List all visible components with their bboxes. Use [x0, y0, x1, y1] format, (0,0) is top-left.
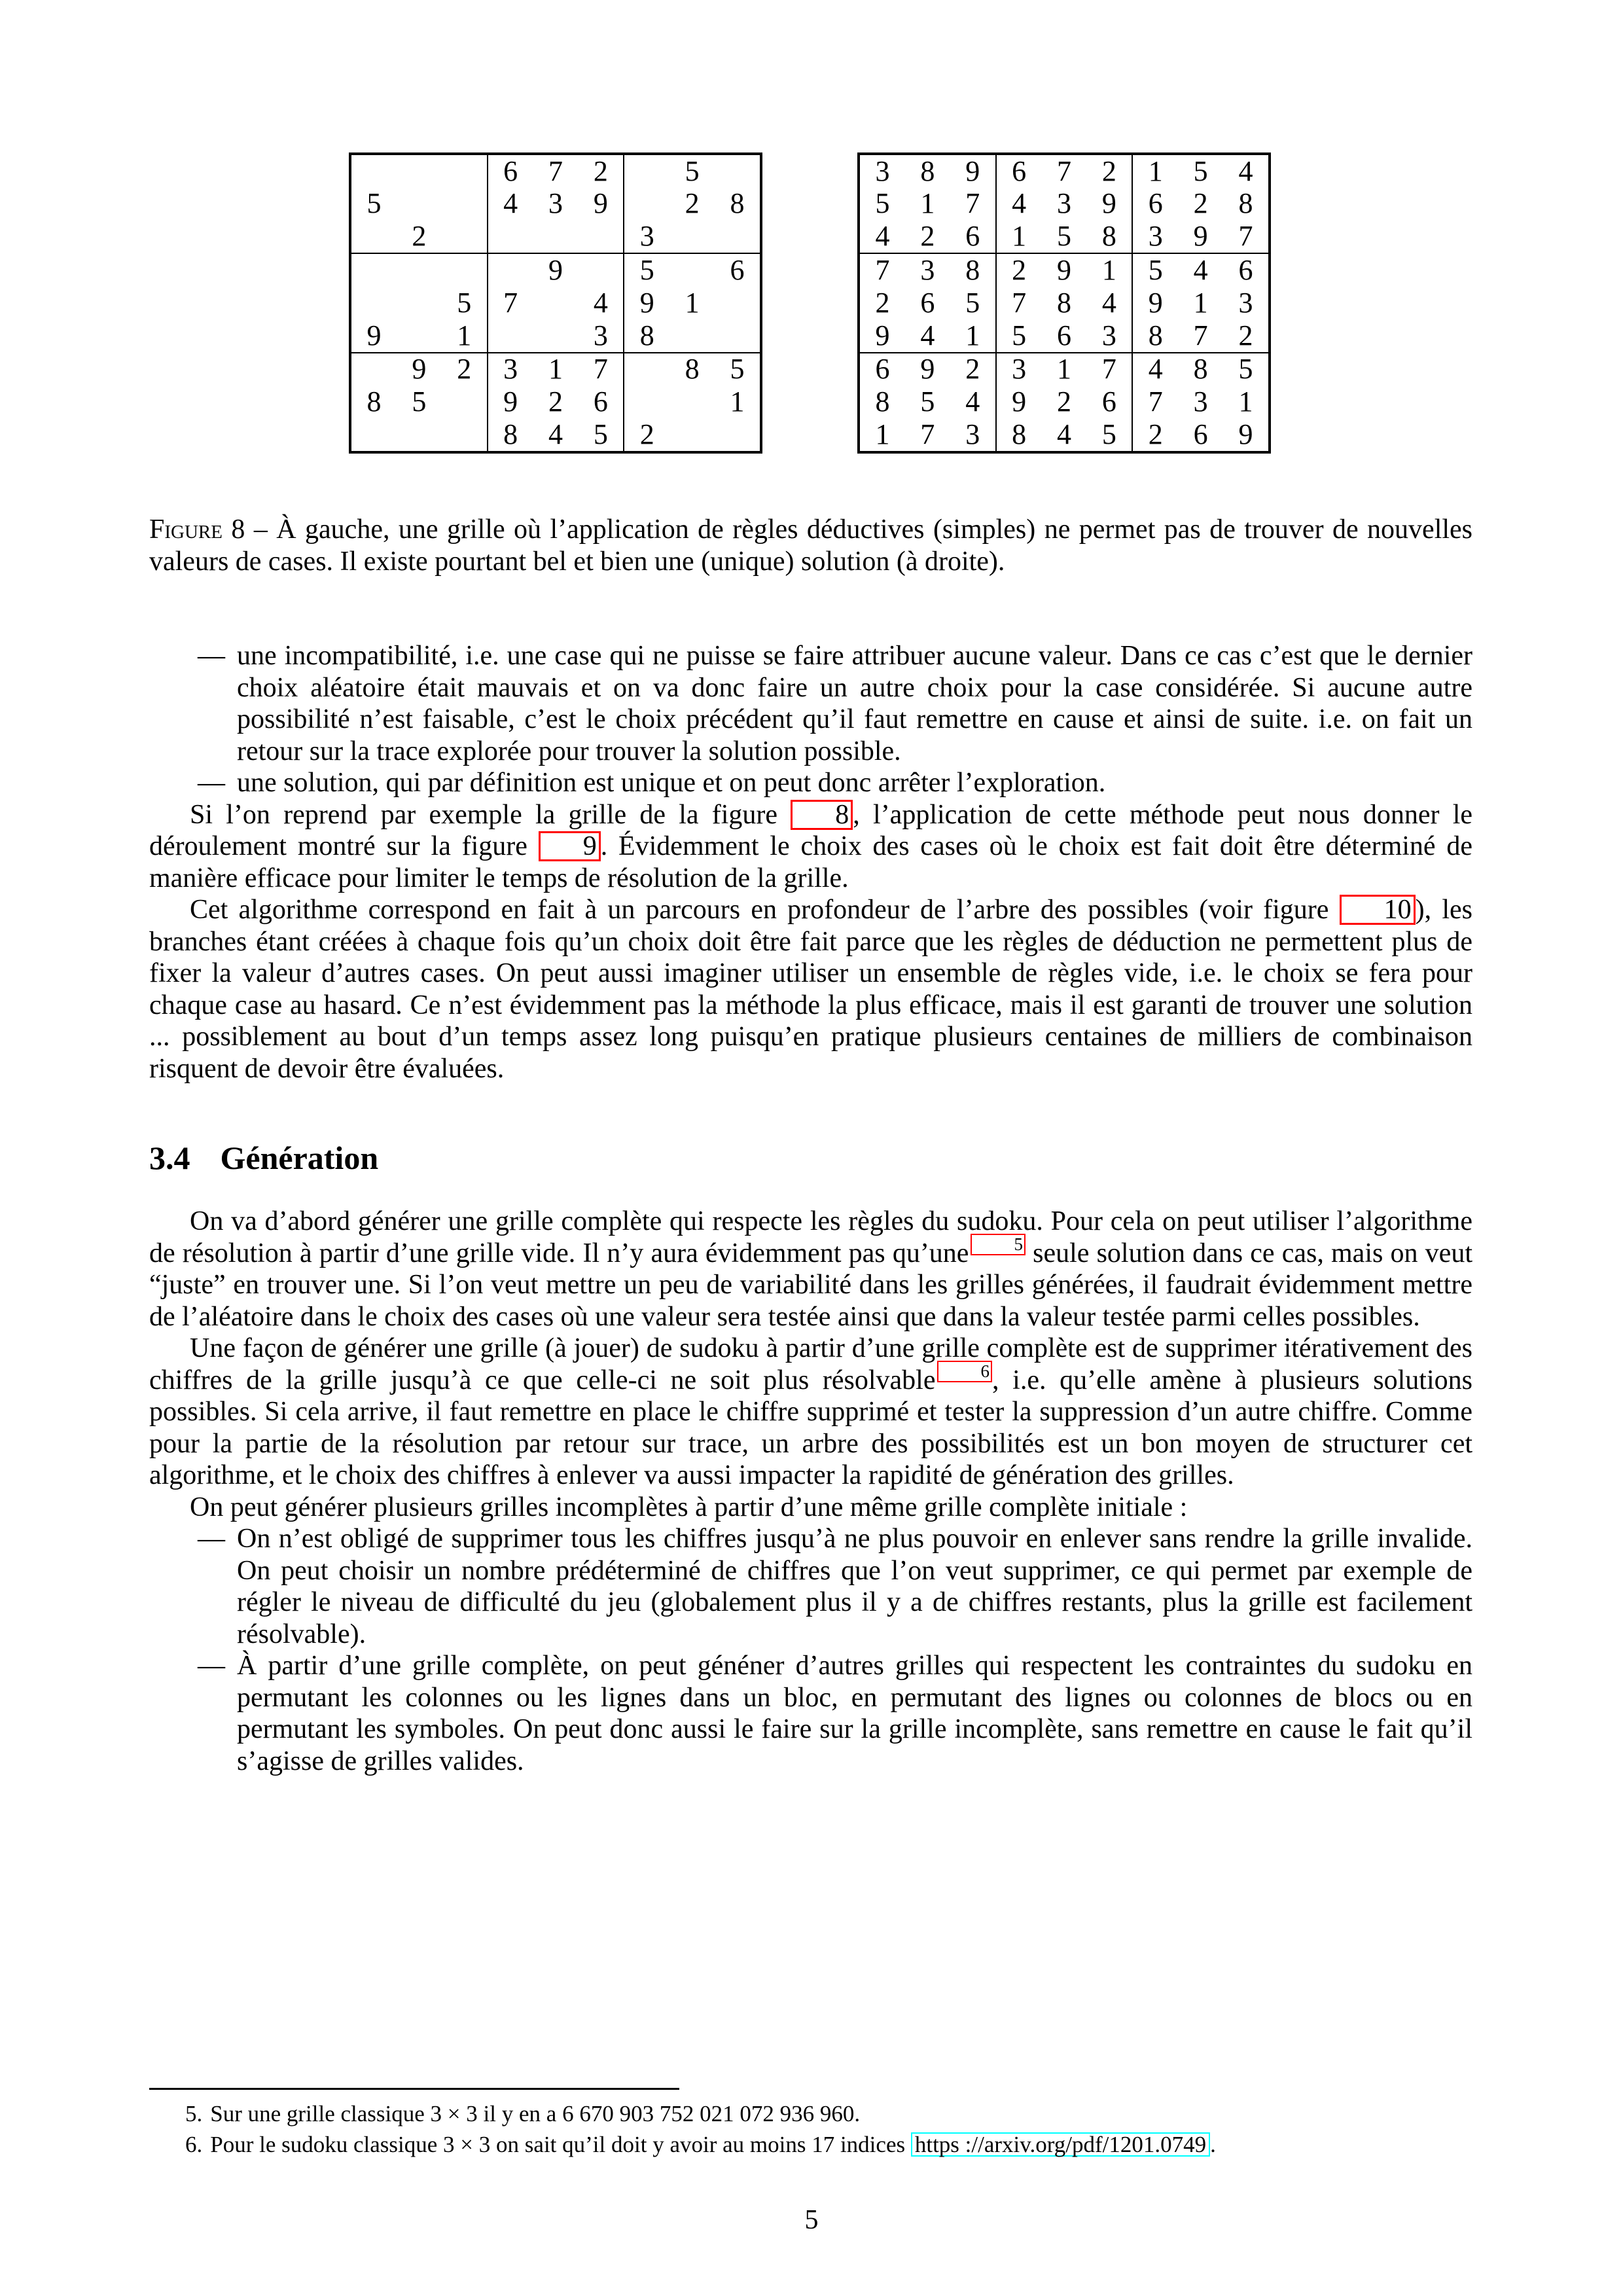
- puzzle-cell: 9: [412, 353, 427, 386]
- puzzle-cell: [624, 188, 669, 221]
- puzzle-cell: 5: [593, 418, 608, 450]
- puzzle-cell: 2: [548, 386, 563, 418]
- item-dash: —: [198, 1524, 225, 1554]
- solution-cell: 6: [1101, 386, 1116, 418]
- puzzle-cell: [351, 287, 397, 319]
- puzzle-cell: [397, 287, 442, 319]
- text-run: Cet algorithme correspond en fait à un parcours en profondeur de l’arbre des possibles (voir figure: [190, 895, 1340, 925]
- sudoku-block: [351, 353, 488, 452]
- list-item: [149, 767, 1472, 799]
- puzzle-cell: [669, 319, 715, 352]
- solution-cell: 7: [1101, 353, 1116, 386]
- solution-cell: 2: [1238, 319, 1253, 351]
- sudoku-block: [859, 154, 996, 253]
- caption-number: 8: [231, 514, 245, 545]
- puzzle-cell: [669, 386, 715, 418]
- figure-caption: [149, 514, 1472, 577]
- puzzle-cell: [442, 418, 487, 451]
- puzzle-cell: [578, 254, 623, 287]
- puzzle-cell: [715, 155, 760, 188]
- sudoku-block: [488, 154, 624, 253]
- solution-cell: 2: [965, 353, 980, 386]
- item-text: [237, 1524, 1472, 1649]
- solution-cell: 6: [1193, 418, 1208, 450]
- puzzle-cell: 2: [593, 154, 608, 187]
- list-item: [149, 1650, 1472, 1777]
- solution-cell: 1: [1148, 154, 1163, 187]
- puzzle-cell: [397, 418, 442, 451]
- solution-cell: 4: [920, 319, 935, 351]
- section-heading: [149, 1139, 1472, 1177]
- puzzle-cell: [351, 353, 397, 386]
- puzzle-cell: 4: [503, 187, 518, 220]
- puzzle-cell: 7: [548, 154, 563, 187]
- sudoku-block: [1132, 253, 1269, 352]
- puzzle-cell: 8: [730, 187, 745, 220]
- solution-cell: 4: [1193, 253, 1208, 286]
- puzzle-cell: [533, 221, 579, 253]
- solution-cell: 8: [1148, 319, 1163, 351]
- puzzle-cell: [715, 418, 760, 451]
- puzzle-cell: [624, 353, 669, 386]
- puzzle-cell: 3: [503, 353, 518, 386]
- text-run: une incompatibilité, i.e. une case qui ne puisse se faire attribuer aucune valeur. Dans ce cas c’est que le dernier choix aléatoire était mauvais et on va donc faire un autre choix pour la case considérée. Si aucune autre possibilité n’est faisable, c’est le choix précédent qu’il faut remettre en cause et ainsi de suite. i.e. on fait un retour sur la trace explorée pour trouver la solution possible.: [237, 641, 1472, 766]
- solution-cell: 4: [1101, 286, 1116, 319]
- list-item: [149, 1523, 1472, 1650]
- footnote-number: 6.: [185, 2132, 203, 2157]
- puzzle-cell: 5: [457, 286, 472, 319]
- puzzle-cell: 9: [639, 286, 654, 319]
- puzzle-cell: [624, 386, 669, 418]
- body-text: [149, 640, 1472, 1777]
- puzzle-cell: [669, 221, 715, 253]
- sudoku-block: [996, 353, 1133, 452]
- solution-cell: 1: [920, 187, 935, 220]
- solution-cell: 9: [1101, 187, 1116, 220]
- puzzle-cell: [669, 418, 715, 451]
- item-text: [237, 1651, 1472, 1776]
- figure-ref-link[interactable]: 8: [791, 800, 853, 830]
- paragraph: [149, 894, 1472, 1085]
- solution-cell: 5: [1238, 353, 1253, 386]
- solution-cell: 4: [1238, 154, 1253, 187]
- puzzle-cell: [397, 254, 442, 287]
- sudoku-block: [859, 353, 996, 452]
- puzzle-cell: 7: [503, 286, 518, 319]
- sudoku-block: [351, 154, 488, 253]
- solution-cell: 2: [1012, 253, 1027, 286]
- puzzle-cell: [488, 254, 533, 287]
- footnote-marker-link[interactable]: 6: [937, 1361, 992, 1382]
- puzzle-cell: 9: [366, 319, 382, 351]
- puzzle-cell: [624, 155, 669, 188]
- solution-cell: 5: [965, 286, 980, 319]
- solution-cell: 2: [1193, 187, 1208, 220]
- solution-cell: 8: [1238, 187, 1253, 220]
- solution-cell: 5: [875, 187, 890, 220]
- puzzle-cell: [533, 287, 579, 319]
- puzzle-cell: 1: [685, 286, 700, 319]
- puzzle-cell: [351, 221, 397, 253]
- text-run: À partir d’une grille complète, on peut généner d’autres grilles qui respectent les contraintes du sudoku en permutant les colonnes ou les lignes dans un bloc, en permutant des lignes ou colonnes de blocs ou en permutant les symboles. On peut donc aussi le faire sur la grille incomplète, sans remettre en cause le fait qu’il s’agisse de grilles valides.: [237, 1651, 1472, 1776]
- solution-cell: 8: [965, 253, 980, 286]
- footnotes-area: [149, 2088, 1472, 2162]
- sudoku-block: [1132, 353, 1269, 452]
- puzzle-cell: [669, 254, 715, 287]
- solution-cell: 7: [1148, 386, 1163, 418]
- solution-cell: 1: [1193, 286, 1208, 319]
- solution-cell: 3: [1193, 386, 1208, 418]
- paragraph: [149, 1206, 1472, 1333]
- sudoku-block: [859, 253, 996, 352]
- solution-cell: 9: [920, 353, 935, 386]
- solution-cell: 8: [1056, 286, 1071, 319]
- footnote-list: [149, 2100, 1472, 2158]
- puzzle-cell: 2: [457, 353, 472, 386]
- puzzle-cell: [397, 188, 442, 221]
- solution-cell: 5: [1101, 418, 1116, 450]
- solution-cell: 2: [1148, 418, 1163, 450]
- puzzle-cell: [397, 155, 442, 188]
- item-dash: —: [198, 641, 225, 671]
- solution-cell: 4: [965, 386, 980, 418]
- text-run: On n’est obligé de supprimer tous les chiffres jusqu’à ne plus pouvoir en enlever sans rendre la grille invalide. On peut choisir un nombre prédéterminé de chiffres que l’on veut supprimer, ce qui permet par exemple de régler le niveau de difficulté du jeu (globalement plus il y a de chiffres restants, plus la grille est facilement résolvable).: [237, 1524, 1472, 1649]
- list-item: [149, 640, 1472, 767]
- puzzle-cell: [351, 254, 397, 287]
- figure-ref-link[interactable]: 9: [539, 831, 601, 861]
- puzzle-cell: [351, 418, 397, 451]
- puzzle-cell: [442, 221, 487, 253]
- puzzle-cell: [351, 155, 397, 188]
- text-run: On va d’abord générer une grille complète qui respecte les règles du sudoku. Pour cela on peut utiliser l’algorithme de résolution à partir d’une grille vide. Il n’y aura évidemment pas qu’une: [149, 1206, 1472, 1268]
- solution-cell: 4: [1012, 187, 1027, 220]
- footnote-rule: [149, 2088, 679, 2090]
- text-run: une solution, qui par définition est unique et on peut donc arrêter l’exploration.: [237, 768, 1106, 798]
- puzzle-cell: 5: [685, 154, 700, 187]
- puzzle-cell: 8: [366, 386, 382, 418]
- item-dash: —: [198, 1651, 225, 1681]
- solution-cell: 9: [1012, 386, 1027, 418]
- item-text: [237, 768, 1105, 798]
- solution-cell: 1: [965, 319, 980, 351]
- sudoku-block: [996, 154, 1133, 253]
- solution-cell: 1: [1101, 253, 1116, 286]
- solution-cell: 9: [875, 319, 890, 351]
- puzzle-cell: [442, 254, 487, 287]
- solution-cell: 8: [1193, 353, 1208, 386]
- text-block: [149, 152, 1472, 1777]
- solution-cell: 2: [875, 286, 890, 319]
- solution-cell: 8: [1101, 220, 1116, 253]
- sudoku-block: [624, 353, 760, 452]
- puzzle-cell: 8: [503, 418, 518, 450]
- solution-cell: 5: [1193, 154, 1208, 187]
- puzzle-cell: 6: [503, 154, 518, 187]
- text-run: Sur une grille classique 3 × 3 il y en a 6 670 903 752 021 072 936 960.: [210, 2101, 861, 2126]
- page-number: 5: [804, 2205, 819, 2235]
- footnote-marker-link[interactable]: 5: [971, 1234, 1026, 1255]
- puzzle-cell: 5: [366, 187, 382, 220]
- sudoku-block: [996, 253, 1133, 352]
- solution-cell: 3: [1012, 353, 1027, 386]
- puzzle-cell: 8: [639, 319, 654, 351]
- footnote: [149, 2100, 1472, 2127]
- sudoku-block: [488, 353, 624, 452]
- section-title: Génération: [220, 1139, 379, 1176]
- puzzle-cell: 1: [548, 353, 563, 386]
- paragraph: [149, 1492, 1472, 1524]
- puzzle-cell: [715, 287, 760, 319]
- paragraph: [149, 799, 1472, 895]
- itemize-list: [149, 640, 1472, 799]
- puzzle-cell: 5: [639, 253, 654, 286]
- puzzle-cell: 1: [730, 386, 745, 418]
- text-run: .: [1210, 2132, 1216, 2157]
- solution-cell: 5: [920, 386, 935, 418]
- footnote: [149, 2131, 1472, 2158]
- text-run: ), les branches étant créées à chaque fois qu’un choix doit être fait parce que les règles de déduction ne permettent plus de fixer la valeur d’autres cases. On peut aussi imaginer utiliser un ensemble de règles vide, i.e. le choix se fera pour chaque case au hasard. Ce n’est évidemment pas la méthode la plus efficace, mais il est garanti de trouver une solution ... possiblement au bout d’un temps assez long puisqu’en pratique plusieurs centaines de milliers de combinaison risquent de devoir être évaluées.: [149, 895, 1472, 1084]
- puzzle-cell: 5: [730, 353, 745, 386]
- item-dash: —: [198, 768, 225, 798]
- puzzle-cell: 9: [548, 253, 563, 286]
- solution-cell: 3: [1238, 286, 1253, 319]
- text-run: Une façon de générer une grille (à jouer) de sudoku à partir d’une grille complète est de supprimer itérativement des chiffres de la grille jusqu’à ce que celle-ci ne soit plus résolvable: [149, 1333, 1472, 1395]
- text-run: Si l’on reprend par exemple la grille de la figure: [190, 799, 791, 830]
- puzzle-cell: 2: [685, 187, 700, 220]
- solution-cell: 9: [1238, 418, 1253, 450]
- solution-cell: 9: [1148, 286, 1163, 319]
- puzzle-cell: 4: [548, 418, 563, 450]
- sudoku-grid-solution: [857, 152, 1271, 454]
- puzzle-cell: 8: [685, 353, 700, 386]
- puzzle-cell: [397, 319, 442, 352]
- solution-cell: 9: [1056, 253, 1071, 286]
- figure-ref-link[interactable]: 10: [1340, 895, 1416, 925]
- sudoku-block: [351, 253, 488, 352]
- solution-cell: 7: [1238, 220, 1253, 253]
- solution-cell: 4: [1056, 418, 1071, 450]
- item-text: [237, 641, 1472, 766]
- text-run: . Évidemment le choix des cases où le choix est fait doit être déterminé de manière efficace pour limiter le temps de résolution de la grille.: [149, 831, 1472, 893]
- puzzle-cell: 3: [593, 319, 608, 351]
- text-run: , l’application de cette méthode peut nous donner le déroulement montré sur la figure: [149, 799, 1472, 861]
- puzzle-cell: 7: [593, 353, 608, 386]
- text-run: seule solution dans ce cas, mais on veut “juste” en trouver une. Si l’on veut mettre un peu de variabilité dans les grilles générées, il faudrait évidemment mettre de l’aléatoire dans le choix des cases où une valeur sera testée ainsi que dans la valeur testée parmi celles possibles.: [149, 1238, 1472, 1332]
- solution-cell: 9: [1193, 220, 1208, 253]
- caption-label: Figure: [149, 514, 223, 545]
- solution-cell: 6: [1056, 319, 1071, 351]
- solution-cell: 6: [965, 220, 980, 253]
- solution-cell: 5: [1148, 253, 1163, 286]
- sudoku-grid-puzzle: [349, 152, 762, 454]
- solution-cell: 6: [1148, 187, 1163, 220]
- solution-cell: 7: [1012, 286, 1027, 319]
- solution-cell: 3: [1148, 220, 1163, 253]
- solution-cell: 1: [875, 418, 890, 450]
- puzzle-cell: [442, 155, 487, 188]
- solution-cell: 3: [1101, 319, 1116, 351]
- puzzle-cell: 9: [593, 187, 608, 220]
- solution-cell: 8: [920, 154, 935, 187]
- solution-cell: 6: [875, 353, 890, 386]
- solution-cell: 4: [1148, 353, 1163, 386]
- solution-cell: 9: [965, 154, 980, 187]
- puzzle-cell: 6: [593, 386, 608, 418]
- puzzle-cell: 5: [412, 386, 427, 418]
- text-run: On peut générer plusieurs grilles incomplètes à partir d’une même grille complète initiale :: [190, 1492, 1188, 1522]
- solution-cell: 6: [920, 286, 935, 319]
- solution-cell: 7: [1056, 154, 1071, 187]
- solution-cell: 3: [875, 154, 890, 187]
- solution-cell: 6: [1238, 253, 1253, 286]
- puzzle-cell: 1: [457, 319, 472, 351]
- solution-cell: 1: [1238, 386, 1253, 418]
- solution-cell: 5: [1012, 319, 1027, 351]
- solution-cell: 7: [1193, 319, 1208, 351]
- puzzle-cell: [715, 221, 760, 253]
- puzzle-cell: [578, 221, 623, 253]
- solution-cell: 5: [1056, 220, 1071, 253]
- solution-cell: 8: [1012, 418, 1027, 450]
- sudoku-block: [624, 154, 760, 253]
- caption-separator: –: [253, 514, 268, 545]
- puzzle-cell: [442, 188, 487, 221]
- external-url-link[interactable]: https ://arxiv.org/pdf/1201.0749: [911, 2132, 1210, 2157]
- text-run: Pour le sudoku classique 3 × 3 on sait qu’il doit y avoir au moins 17 indices: [210, 2132, 911, 2157]
- solution-cell: 3: [965, 418, 980, 450]
- solution-cell: 3: [920, 253, 935, 286]
- puzzle-cell: 2: [412, 220, 427, 253]
- puzzle-cell: [715, 319, 760, 352]
- puzzle-cell: 6: [730, 253, 745, 286]
- solution-cell: 1: [1056, 353, 1071, 386]
- solution-cell: 3: [1056, 187, 1071, 220]
- solution-cell: 2: [1056, 386, 1071, 418]
- itemize-list: [149, 1523, 1472, 1777]
- solution-cell: 2: [1101, 154, 1116, 187]
- solution-cell: 2: [920, 220, 935, 253]
- section-number: 3.4: [149, 1139, 190, 1176]
- puzzle-cell: 2: [639, 418, 654, 450]
- paragraph: [149, 1333, 1472, 1492]
- solution-cell: 1: [1012, 220, 1027, 253]
- solution-cell: 8: [875, 386, 890, 418]
- solution-cell: 7: [920, 418, 935, 450]
- solution-cell: 6: [1012, 154, 1027, 187]
- puzzle-cell: [533, 319, 579, 352]
- sudoku-block: [1132, 154, 1269, 253]
- text-run: , i.e. qu’elle amène à plusieurs solutions possibles. Si cela arrive, il faut remettre en place le chiffre supprimé et tester la suppression d’un autre chiffre. Comme pour la partie de la résolution par retour sur trace, un arbre des possibilités est un bon moyen de structurer cet algorithme, et le choix des chiffres à enlever va aussi impacter la rapidité de génération des grilles.: [149, 1365, 1472, 1490]
- puzzle-cell: [488, 319, 533, 352]
- puzzle-cell: 4: [593, 286, 608, 319]
- solution-cell: 7: [965, 187, 980, 220]
- puzzle-cell: 9: [503, 386, 518, 418]
- puzzle-cell: [488, 221, 533, 253]
- solution-cell: 7: [875, 253, 890, 286]
- footnote-number: 5.: [185, 2101, 203, 2126]
- solution-cell: 4: [875, 220, 890, 253]
- sudoku-block: [488, 253, 624, 352]
- puzzle-cell: [442, 386, 487, 418]
- sudoku-block: [624, 253, 760, 352]
- puzzle-cell: 3: [639, 220, 654, 253]
- figure-8: [349, 152, 1472, 454]
- puzzle-cell: 3: [548, 187, 563, 220]
- caption-text: À gauche, une grille où l’application de règles déductives (simples) ne permet pas de trouver de nouvelles valeurs de cases. Il existe pourtant bel et bien une (unique) solution (à droite).: [149, 514, 1473, 577]
